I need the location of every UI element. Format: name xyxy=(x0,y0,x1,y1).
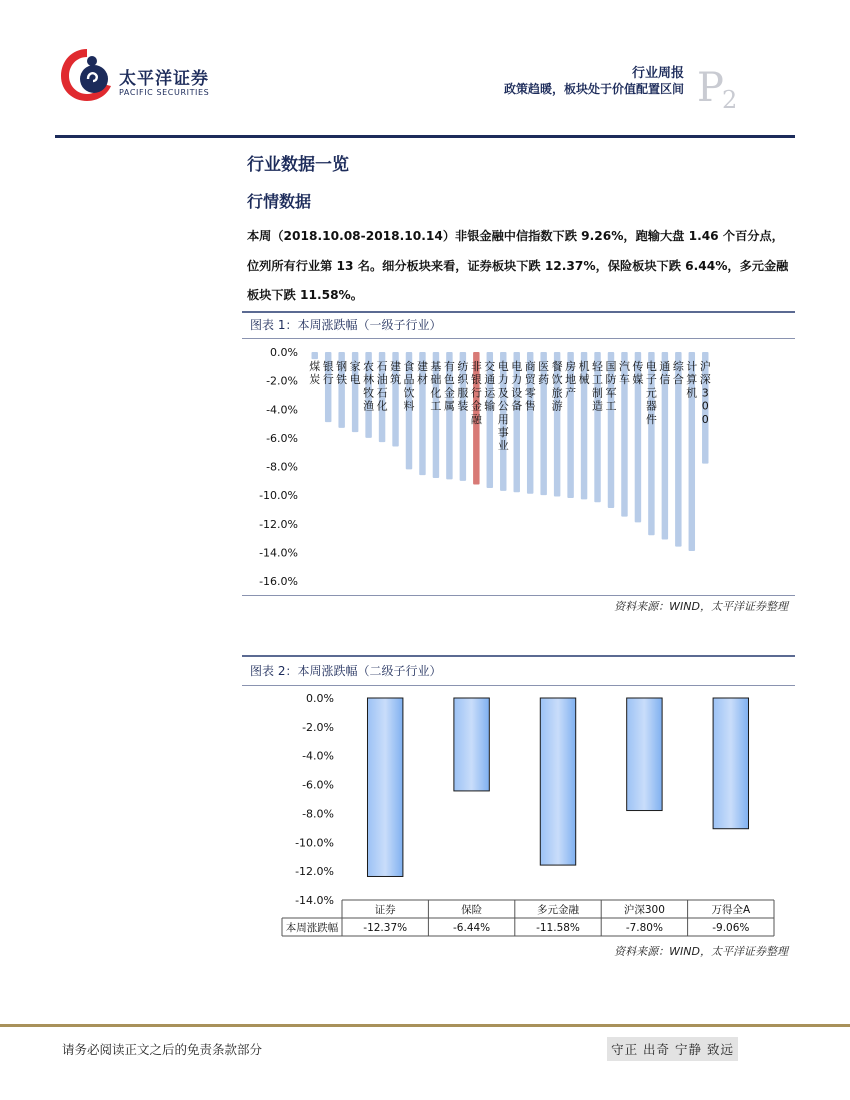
y-tick-label: -6.0% xyxy=(302,778,334,792)
category-label: 钢铁 xyxy=(336,360,348,387)
data-label: -9.06% xyxy=(712,922,750,934)
y-tick-label: -8.0% xyxy=(266,460,298,474)
category-label: 轻工制造 xyxy=(592,360,604,413)
footer-motto: 守正 出奇 宁静 致远 xyxy=(607,1037,738,1061)
y-tick-label: -6.0% xyxy=(266,431,298,445)
footer-disclaimer: 请务必阅读正文之后的免责条款部分 xyxy=(62,1042,263,1057)
y-tick-label: -2.0% xyxy=(266,374,298,388)
bar xyxy=(367,698,402,876)
figure1-top-rule xyxy=(242,311,795,313)
category-label: 石油石化 xyxy=(376,360,388,413)
figure2-caption: 图表 2：本周涨跌幅（二级子行业） xyxy=(250,664,442,678)
category-label: 沪深 3 0 0 xyxy=(699,360,711,426)
category-label: 多元金融 xyxy=(537,904,579,916)
category-label: 银行 xyxy=(322,360,334,387)
header-divider xyxy=(55,135,795,138)
y-tick-label: -8.0% xyxy=(302,807,334,821)
figure1-source: 资料来源：WIND，太平洋证券整理 xyxy=(614,600,788,613)
category-label: 保险 xyxy=(461,904,483,916)
brand-name-cn: 太平洋证券 xyxy=(119,69,209,89)
bar xyxy=(312,352,318,359)
brand-name-en: PACIFIC SECURITIES xyxy=(119,88,210,97)
category-label: 综合 xyxy=(672,360,684,387)
footer-divider xyxy=(0,1024,850,1027)
category-label: 餐饮旅游 xyxy=(551,360,563,413)
data-label: -12.37% xyxy=(363,922,408,934)
category-label: 传媒 xyxy=(632,360,644,387)
category-label: 机械 xyxy=(578,360,590,387)
category-label: 万得全A xyxy=(711,904,751,916)
category-label: 有色金属 xyxy=(443,360,455,413)
category-label: 汽车 xyxy=(618,360,630,387)
y-tick-label: -14.0% xyxy=(259,546,298,560)
chart-industry-level1 xyxy=(242,340,795,594)
y-tick-label: -12.0% xyxy=(295,865,334,879)
y-tick-label: -2.0% xyxy=(302,720,334,734)
series-name-label: 本周涨跌幅 xyxy=(285,922,339,934)
bar xyxy=(713,698,748,829)
category-label: 电力及公用事业 xyxy=(497,360,509,453)
figure2-caption-rule xyxy=(242,685,795,686)
section-title: 行业数据一览 xyxy=(247,155,349,175)
figure1-caption: 图表 1：本周涨跌幅（一级子行业） xyxy=(250,318,442,332)
category-label: 房地产 xyxy=(565,360,577,400)
chart-industry-level2 xyxy=(242,688,795,940)
y-tick-label: -4.0% xyxy=(302,749,334,763)
category-label: 证券 xyxy=(374,904,396,916)
category-label: 非银行金融 xyxy=(470,360,482,426)
data-label: -7.80% xyxy=(625,922,663,934)
report-type: 行业周报 xyxy=(631,66,684,81)
figure1-bottom-rule xyxy=(242,595,795,596)
category-label: 建材 xyxy=(416,360,428,387)
category-label: 食品饮料 xyxy=(403,360,415,413)
category-label: 沪深300 xyxy=(623,904,665,916)
y-tick-label: 0.0% xyxy=(270,346,298,359)
data-label: -6.44% xyxy=(453,922,491,934)
category-label: 交通运输 xyxy=(484,360,496,413)
bar xyxy=(540,698,575,865)
y-tick-label: -12.0% xyxy=(259,517,298,531)
category-label: 计算机 xyxy=(686,360,698,400)
figure2-source: 资料来源：WIND，太平洋证券整理 xyxy=(614,945,788,958)
bar xyxy=(454,698,489,791)
y-tick-label: -16.0% xyxy=(259,575,298,588)
category-label: 建筑 xyxy=(390,360,402,387)
subsection-title: 行情数据 xyxy=(247,192,312,211)
pacific-securities-logo-icon xyxy=(58,46,116,104)
y-tick-label: -4.0% xyxy=(266,403,298,417)
category-label: 医药 xyxy=(538,360,550,387)
figure1-caption-rule xyxy=(242,338,795,339)
category-label: 纺织服装 xyxy=(457,360,469,413)
report-title: 政策趋暖，板块处于价值配置区间 xyxy=(503,82,684,96)
y-tick-label: 0.0% xyxy=(306,692,334,705)
page-letter: P xyxy=(697,65,724,111)
category-label: 商贸零售 xyxy=(524,360,536,413)
category-label: 基础化工 xyxy=(430,360,442,413)
category-label: 家电 xyxy=(349,360,361,387)
figure2-top-rule xyxy=(242,655,795,657)
category-label: 农林牧渔 xyxy=(363,360,375,413)
y-tick-label: -10.0% xyxy=(259,489,298,503)
bar xyxy=(627,698,662,811)
y-tick-label: -14.0% xyxy=(295,894,334,907)
category-label: 煤炭 xyxy=(309,360,321,387)
category-label: 国防军工 xyxy=(605,360,617,413)
category-label: 电力设备 xyxy=(511,360,523,413)
y-tick-label: -10.0% xyxy=(295,836,334,850)
data-label: -11.58% xyxy=(536,922,580,934)
category-label: 通信 xyxy=(659,360,671,387)
page-number: 2 xyxy=(722,86,738,114)
summary-paragraph: 本周（2018.10.08-2018.10.14）非银金融中信指数下跌 9.26%，跑输大盘 1.46 个百分点，位列所有行业第 13 名。细分板块来看，证券板块下跌 12.37%，保险板块下跌 6.44%，多元金融板块下跌 11.58%。 xyxy=(247,229,789,302)
category-label: 电子元器件 xyxy=(645,360,657,426)
